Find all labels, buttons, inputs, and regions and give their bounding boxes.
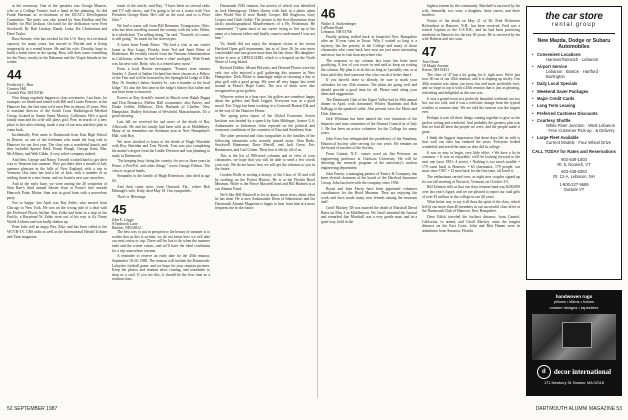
list-item: • Airport Service Lebanon · Boston · Hartford · Burlington — [532, 64, 601, 79]
secretary-name: Frederick L. Harr — [7, 82, 34, 87]
paragraph: Geoff Mackey '48 was married the death of Marshall David Bates on May 3 in Middletown. We Geoff attended the funeral and remarked that Marshall was a very gentle man, and in a quiet way, held in the — [321, 206, 417, 224]
column-1 — [7, 4, 107, 396]
ad-tagline: handwoven rugs pillows • kilims • futons custom designs • tapestries — [549, 294, 599, 310]
phone-number: 1-800-227-9689 — [559, 181, 589, 187]
column-5 — [422, 4, 520, 396]
paragraph: Not so happy: last April was Ray Zeike, who moved from Chicago to New York. He was on the wrong side of a deal with the Preferred Flyers Airline. Ray Zeike had been in a ship in the Pacific, a Raymond W. Zeike went out of his way to fly Times World Airlines and was badly shaken up. — [7, 201, 107, 224]
rug-store-advertisement — [526, 290, 622, 396]
car-store-advertisement — [526, 6, 622, 280]
paragraph: Jack Whitman has been named the vice chairman of the bequests and trust committee of the Alumni Council as of July 1. He has been an active volunteer for the College for many years. — [321, 117, 417, 136]
logo-name: decor international — [553, 368, 612, 377]
secretary-name: John E. Legge — [112, 217, 134, 222]
secretary-city: Cornish Flat, NH 03746 — [7, 91, 44, 96]
bullet-icon: • — [532, 95, 534, 101]
paragraph: What better way to say it all than the spirit of the class, which led by our more than 40 members in our successful class drive at the Dartmouth Club of Hanover, New Hampshire. — [422, 200, 520, 214]
column-2 — [112, 4, 210, 396]
paragraph: John Ewer has relinquished the presidency of the Simsbury Historical Society after serving for two years. He remains on the board of trustees of the Society. — [321, 137, 417, 151]
paragraph: Peter Joke still an angry Rev. Zike, and has been called to the WCVB-TV, CBS radio as well as the International Herald Tribune and Time magazine. — [7, 225, 107, 239]
list-item: • Major Credit Cards — [532, 95, 575, 101]
paragraph: The enthusiasm carried over, as eight new couples signed up for our fall meeting at Norwich, Vermont, on October 3-5. — [422, 174, 520, 184]
paragraph: Vic Smith did not enjoy the sharpest vision at the recent Hartford Open golf tournament, but as of June 26, he was more comfortable and was given more than his fair share. His daughter-in-law is now at LIFEGUARD, which is a hospital on the North Shore of Long Island. — [215, 41, 315, 65]
footer-left: 52 SEPTEMBER 1987 — [7, 406, 58, 412]
paragraph: Russ Stearns, who has worked for the U.S. Navy in a technical capacity for many years, has moved to Florida and is living temporarily in a rented house. He and his wife, Dorothy, hope to build a home there in the spring. Russ still does some consulting for the Navy, mostly in the Bahamas and the Virgin Islands in the winter. — [7, 37, 107, 65]
paragraph: Forrest ar Roy Arnold's turned in March were Ralph Bagan and Don Demarest, Mellen Hall roommates, also Emery, and Drake Griffin, Hillsboro, Dick Burbank of Chaffee, New Hampshire, Dudley Ketchum of Westfield, Massachusetts. It's a good showing. — [112, 96, 210, 119]
secretary-city: Lebanon, NH 03766 — [321, 30, 352, 35]
phone-number: 802-649-1003 — [561, 156, 587, 162]
paragraph: A reminder to reserve an early date for the 45th reunion, September 18-20, 1988. The reunion will include the Dartmouth-Lafayette football game, and we hope for your reunion pictures. Keep the photos and reunion news coming, and remember to drop us a card. If you see this, it should be the first time as a reunion class. — [112, 254, 210, 282]
page-gutter — [317, 6, 318, 398]
location-address: Rt. 12-A, Lebanon, NH — [553, 174, 595, 180]
phone-note: Outside VT — [563, 186, 585, 192]
paragraph: We had a warm call from Bill Reinman, Youngstown, Ohio, who has been traveling around the country with his wife, Helen, in a wheelchair. "I'm rolling along," he said. "Yourself, of course, is still going." So much for the stereotypes. — [112, 23, 210, 42]
paragraph: Bryan and Jean Fairey have been appointed volunteer coordinators for the Hood Museum. They are enjoying the work and have made many new friends among the museum staff. — [321, 186, 417, 205]
secretary-name: Tom Chase — [422, 59, 439, 64]
class-number-46: 46 — [321, 6, 336, 21]
paragraph: Notice of the death on May 21 of Dr. Fred Wolverine Richardson in Hanover, N.H., has been received. Fred was a retired Captain in the U.S.N.R., and he had been practicing medicine in Hanover for the last 30 years. He is survived by his wife Roberta and two sons. — [422, 18, 520, 42]
brand-name: the car store — [545, 11, 603, 22]
class-number-47: 47 — [422, 43, 437, 59]
list-item: • Large Fleet Available Current Models · Four Wheel Drive — [532, 135, 611, 145]
feature-list — [527, 53, 621, 146]
paragraph: John Emery, a managing partner of Emery & Company, has been elected chairman of the board of the Hartford Insurance Group. John has been with the company since 1956. — [321, 171, 417, 185]
car-store-logo — [527, 11, 621, 29]
paragraph: From a local Boston newspaper: "Former state senator Stanley J. Zarod of Indian Orchard has been chosen as a Fellow of the Year and will be honored by the Springfield Lodge of Elks May 16. Stanley's father, Stanley Sr., was a founder of the local lodge." It's also the first time in the lodge's history that father and son have been so honored. — [112, 67, 210, 95]
paragraph: The best way to put in perspective the beauty of summer is to realize that as this is written, we do not know how we will take our next cruise or trip. There will be lots to do when the summer ends and the winter comes, and we'll have the ideal conditions for a trip somewhere warmer. — [112, 230, 210, 253]
paragraph: A letter from Frank Potter: "We had a visit at our winter home in Key Largo, Florida, from Ted and Janet Bitter of Bradenton. He recently retired from the Veterans Administration in California, where he had been a chief urologist. With Frank was his new wife, Betty, who is a retired navy nurse." — [112, 43, 210, 66]
paragraph: Perhaps it was all those things coming together to give us the perfect setting and weekend. And probably the greatest plus was that we had all been the people we were, and the people made it great. — [422, 116, 520, 135]
secretary-street: Country Hill — [7, 87, 27, 92]
paragraph: It was a grand event in a perfectly beautiful weekend, not too hot, not too cold, and it was a welcome change from the typical weather at reunion time. We are told the turnout was the largest ever. — [422, 96, 520, 115]
paragraph: Incidentally, Pete came to Dartmouth from East High School in Denver, as one of the freshmen who made the long trek to Hanover for our first year. The class was a wonderful bunch, and they included Spence Reid, Frank Waugh, George Kent, Mac McAllister, and Walt Gibbs. A very select company indeed. — [7, 133, 107, 156]
paragraph: We were shocked to learn of the death of Hugh Winslade with Roy Sheridan and Tom Woods. Tom was just completing his master's degree from the Lindle Division and was planning to study at Dartmouth. — [112, 139, 210, 158]
paragraph: And then, George and Nancy Tressell worked hard to get their way to Vermont last summer. They got there after a month of July summer pleasure in the hills of New England, with a trip to Vermont. Our class has had a bit of luck, with a number of us settling down in a new home, and we found a new one ourselves. — [7, 157, 107, 180]
paragraph: The other personal and class sympathies to the families of the following classmates who recently passed away: Alan Rudo, Stockwell Huntsman, Dave Merrill, and Jack Gerry, Eric Rasmussen, and Carl Cohen. Their loss is felt by all of us. — [215, 133, 315, 152]
footer-right: DARTMOUTH ALUMNI MAGAZINE 53 — [535, 406, 622, 412]
ad-headline: New Mazda, Dodge or Subaru Automobiles — [537, 38, 611, 50]
secretary-city: Keene, NH 03431 — [422, 68, 450, 73]
paragraph: Sympathy to the family of Hugh Robertson, who died at age 63. — [112, 174, 210, 183]
decor-logo — [526, 365, 622, 379]
paragraph: Nice things regularly happen to class secretaries. Last June, for example, we dined and wined with Bill and Louise Penrose, at the Hanover Inn, the first time we'd seen Pete in almost 25 years. Pete is assistant director of the South Coast Radiological Medical Group, located in Sunny Santa Monica, California. He's a good family man and his wife still plays golf. Pete, in search of a new place to live after retiring, made a tour of our area and they plan to come back. — [7, 95, 107, 132]
paragraph: From Canton, N.Y., comes word on Jim Peterson, an engineering professor at Clarkson University. He will be directing the research program of the university's nuclear engineering department. — [321, 151, 417, 170]
paragraph: "I'm keeping busy fixing the country for two or three years in Pence, a Pen-Pal, and other things," wrote George Ellison. The class is in good hands. — [112, 159, 210, 173]
bullet-list: It was so easy to begin, very little effort. • We have a lot in common. • It was so enjoyable, we'll be looking forward to the next one (now 1991, 4 years). • Nothing is too much trouble. • 179 came back to Hanover. • 63 classmates, 179 people, our most since 1967. • 12 men back for the first time, all loved it. — [422, 150, 520, 174]
column-3 — [215, 4, 315, 396]
paragraph: The Dartmouth Club of the Upper Valley had its 39th annual dinner in April, with classmates Whitey Burnham and Bob Kellogg at the speakers' table. Also present were Joe Moris and Dick Johnson. — [321, 97, 417, 116]
list-item: • Convenient Locations Hanover/Norwich · Lebanon — [532, 52, 599, 62]
paragraph: Dave Edick traveled the furthest distance, from Carmel, California, to attend, and Geoff Mackey came the longest distance on the East Coast. John and Rita Hamm were in attendance from Sarasota, Florida. — [422, 215, 520, 234]
class-number-44: 44 — [7, 66, 22, 82]
list-item: • Preferred Customer Discounts — [532, 110, 598, 116]
paragraph: Last fall we received the sad news of the death of Roy Allsworth. He and his family had been with us at Middlebury. Many of us remember our freshman year in New Hampshire's Hall, with Roy. — [112, 120, 210, 138]
secretary-name: Walter A. Stoltenberger — [321, 22, 357, 26]
secretary-street: LaPlante Road — [321, 26, 344, 31]
paragraph: result of the article, said Ray, "I have been on several radio and TV talk shows, and I'm going to be on a cruise with Vice President George Bush. He's still on the road, and so is Peter Joke." — [112, 4, 210, 22]
list-item: • Weekend Saver Packages — [532, 88, 589, 94]
secretary-street: 18 Maple Avenue — [422, 64, 449, 69]
paragraph: Gordon Wolfe is writing a history of the Class of '45 and will be working on the Pocket History. He is at the Florida Hood Museum. Wolfe is the Pierce Maxwell head and Bill Hodnett is at our Alumni Fund. — [215, 173, 315, 191]
call-to-action: CALL TODAY for Rates and Reservations — [532, 148, 616, 154]
bullet-icon: • — [532, 88, 534, 94]
paragraph: And then came news from Ormond, Fla., where Bob Ebbaugh's wife, Kitty, died May 18. Our sympathies. — [112, 184, 210, 194]
brand-subtitle: rental group — [551, 22, 597, 28]
paragraph: And in the early June, we were among the 20 recipients of Stan Barr's third annual lobster feast at Pease's fine seaside Hancock Point, Maine. Stan was in good form with a marvelous party. — [7, 181, 107, 200]
bullet-icon: • — [532, 52, 534, 57]
bullet-icon: • — [532, 103, 534, 109]
rug-photo — [532, 314, 616, 360]
paragraph: I think the biggest impression that these days left us with is how well our class has endured the years. Everyone looked wonderful and acted the same as they did in college. — [422, 135, 520, 150]
class-number-45: 45 — [112, 201, 127, 217]
secretary-street: 8 Tanbrook Lane — [112, 221, 138, 226]
secretary-city: Bartlett, NH 03812 — [112, 226, 141, 231]
list-item: • Long Term Leasing — [532, 103, 576, 109]
bullet-icon: • — [532, 110, 534, 116]
store-address: 171 Newbury St. Boston, MA 02116 — [544, 381, 604, 386]
paragraph: at the ceremony. One of the speakers was George Munroe, who as a College Trustee, had a hand in the planning. So did Frank Hartman as co-chairman of the DCAC's Development Committee. The party was also joined by Sam Hurlbut and Ike Dudley for Phil Jackson. On hand for the dedication were Fred Stockwell, Dr. Bob Lindsay, Randy Lentz, Kit Christensen and Dave Taylor. — [7, 4, 107, 36]
paragraph: We'd like Bill Maxwell to let us know more news about what he has done. He is now Ambassador Dean of Admissions and the Dartmouth Alumni Magazine is happy to hear from him at a more frequent rate in the future. — [215, 192, 315, 211]
bullet-icon: • — [532, 118, 534, 124]
paragraph: This is the list of 800-word columns and in view of your classmates, we hope that you will be able to send a few words your way. We do not know how we will get the columns to you in the future. — [215, 153, 315, 172]
divider — [533, 33, 615, 34]
paragraph: That's it. Blessings. — [117, 195, 147, 200]
list-item: • Courtesy Shuttle White River Junction · West Lebanon · Free Customer Pick-up · & Delivery — [532, 118, 616, 133]
phone-number: 603-448-6363 — [561, 169, 587, 175]
paragraph: highest esteem by the community. Marshall is survived by his wife, Samuella, two sons, a daughter, three sisters, and three brothers. — [422, 4, 520, 18]
logo-mark-icon: d — [537, 365, 551, 379]
paragraph: Dartmouth 1945 reunion, the newest of which was identified as Jack Hemingway. Others shown with Jack in a photo taken after World War II were Buddy Cooper, Bill Rogerson, Gary Cooper and Clark Gable. The picture is the first illustration from Jack's autobiographical Misadventures of a Fly Fisherman. He commented, "I spent most of my career trying to live up to the name of a famous father and finally came to understand I was not him." — [215, 4, 315, 41]
contact-info — [527, 158, 621, 193]
list-item: • Daily Local Specials — [532, 81, 578, 87]
column-4 — [321, 4, 417, 396]
paragraph: The class of '47 has a lot going for it, right now. We're just now 40 out of our 45th reunion, and it is shaping up nicely. Our 40th reunion was about our most fun and most profitable ever, and we hope to top it with a 45th reunion that is just as pleasing, refreshing and delightful as this one was. — [422, 72, 520, 95]
bullet-icon: • — [532, 81, 534, 87]
paragraph: The response to my column last issue has been most gratifying. A few of you wrote in and said to keep on writing the column. My plan is to do this as long as I possibly can, or at least until they find someone else who can do it better than I. — [321, 58, 417, 77]
bullet-icon: • — [532, 135, 534, 141]
paragraph: The spring press report of the Global Economic Action Institute was headed by a speech by John Hildinger, former U.S. Ambassador to Indonesia. John reported on the political and economic conditions of the countries of East and Southeast Asia. — [215, 114, 315, 133]
location-address: Rt. 5, Norwich, VT — [557, 161, 591, 167]
paragraph: Richard Dobbie, Mount Holyoke, and Howard Plance were the only two who enjoyed a golf gathering this summer in New Hampshire. Dick Moise is amazingly adept at choosing a day to play golf with a good group. We were all very happy last week around at Pease's Hope Links. The two of them were also recognized as great golfers. — [215, 66, 315, 94]
paragraph: If you haven't done so already, be sure to mark your calendars for our 45th reunion. The plans are going well and should provide a good time for all. Please send along your ideas and suggestions. — [321, 78, 417, 97]
paragraph: Finally getting settled back in beautiful New Hampshire after an 11-year stint in Texas. Why I waited so long is a mystery, but the priority in the College and many of those classmates who come back here now are just more interesting and more fun to visit than anywhere else. — [321, 34, 417, 57]
bullet-icon: • — [532, 64, 534, 70]
paragraph: Whoever retires in a boat race, his golfers are somehow happy about the golfers and Ruth Leggett. Everyone was in a good mood. Eric Tripp has been working in a Cornwall Boston Elk and in the way of the Hanover House. — [215, 94, 315, 113]
paragraph: Bill Johnson tells us that our class reunion fund was $200,000 over last year's figure, and we are pleased to report our total gifts of over $1 million to the college in our 40 years. — [422, 185, 520, 199]
